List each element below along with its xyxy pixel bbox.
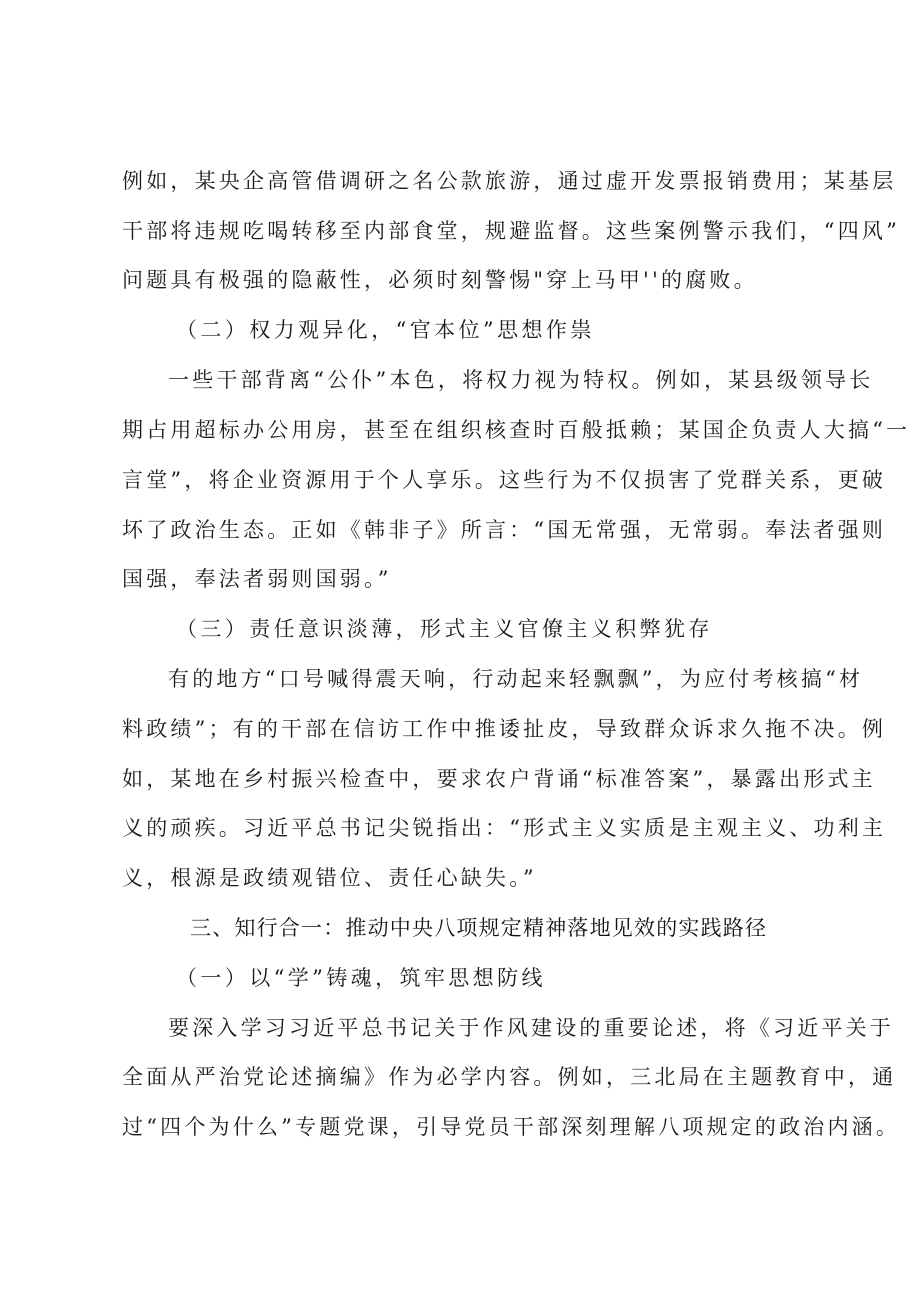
paragraph-first-line: 要深入学习习近平总书记关于作风建设的重要论述，将《习近平关于	[168, 1016, 894, 1040]
paragraph-line: 国强，奉法者弱则国弱。”	[122, 567, 392, 591]
paragraph-first-line: 有的地方“口号喊得震天响，行动起来轻飘飘”，为应付考核搞“材	[168, 667, 864, 691]
paragraph-line: 如，某地在乡村振兴检查中，要求农户背诵“标准答案”，暴露出形式主	[122, 767, 876, 791]
section-subheading: （一）以“学”铸魂，筑牢思想防线	[176, 966, 546, 990]
paragraph-line: 干部将违规吃喝转移至内部食堂，规避监督。这些案例警示我们，“四风”	[122, 219, 901, 243]
paragraph-line: 坏了政治生态。正如《韩非子》所言：“国无常强，无常弱。奉法者强则	[122, 518, 887, 542]
paragraph-line: 料政绩”；有的干部在信访工作中推诿扯皮，导致群众诉求久拖不决。例	[122, 717, 887, 741]
paragraph-line: 期占用超标办公用房，甚至在组织核查时百般抵赖；某国企负责人大搞“一	[122, 418, 911, 442]
paragraph-line: 全面从严治党论述摘编》作为必学内容。例如，三北局在主题教育中，通	[122, 1065, 897, 1089]
paragraph-line: 过“四个为什么”专题党课，引导党员干部深刻理解八项规定的政治内涵。	[122, 1115, 901, 1139]
paragraph-line: 义的顽疾。习近平总书记尖锐指出：“形式主义实质是主观主义、功利主	[122, 816, 887, 840]
paragraph-line: 例如，某央企高管借调研之名公款旅游，通过虚开发票报销费用；某基层	[122, 169, 897, 193]
section-subheading: （二）权力观异化，“官本位”思想作祟	[176, 318, 595, 342]
paragraph-line: 问题具有极强的隐蔽性，必须时刻警惕"穿上马甲''的腐败。	[122, 268, 758, 292]
section-heading: 三、知行合一：推动中央八项规定精神落地见效的实践路径	[190, 916, 768, 940]
paragraph-line: 言堂”，将企业资源用于个人享乐。这些行为不仅损害了党群关系，更破	[122, 468, 887, 492]
section-subheading: （三）责任意识淡薄，形式主义官僚主义积弊犹存	[176, 617, 713, 641]
paragraph-first-line: 一些干部背离“公仆”本色，将权力视为特权。例如，某县级领导长	[168, 368, 874, 392]
paragraph-line: 义，根源是政绩观错位、责任心缺失。”	[122, 866, 537, 890]
